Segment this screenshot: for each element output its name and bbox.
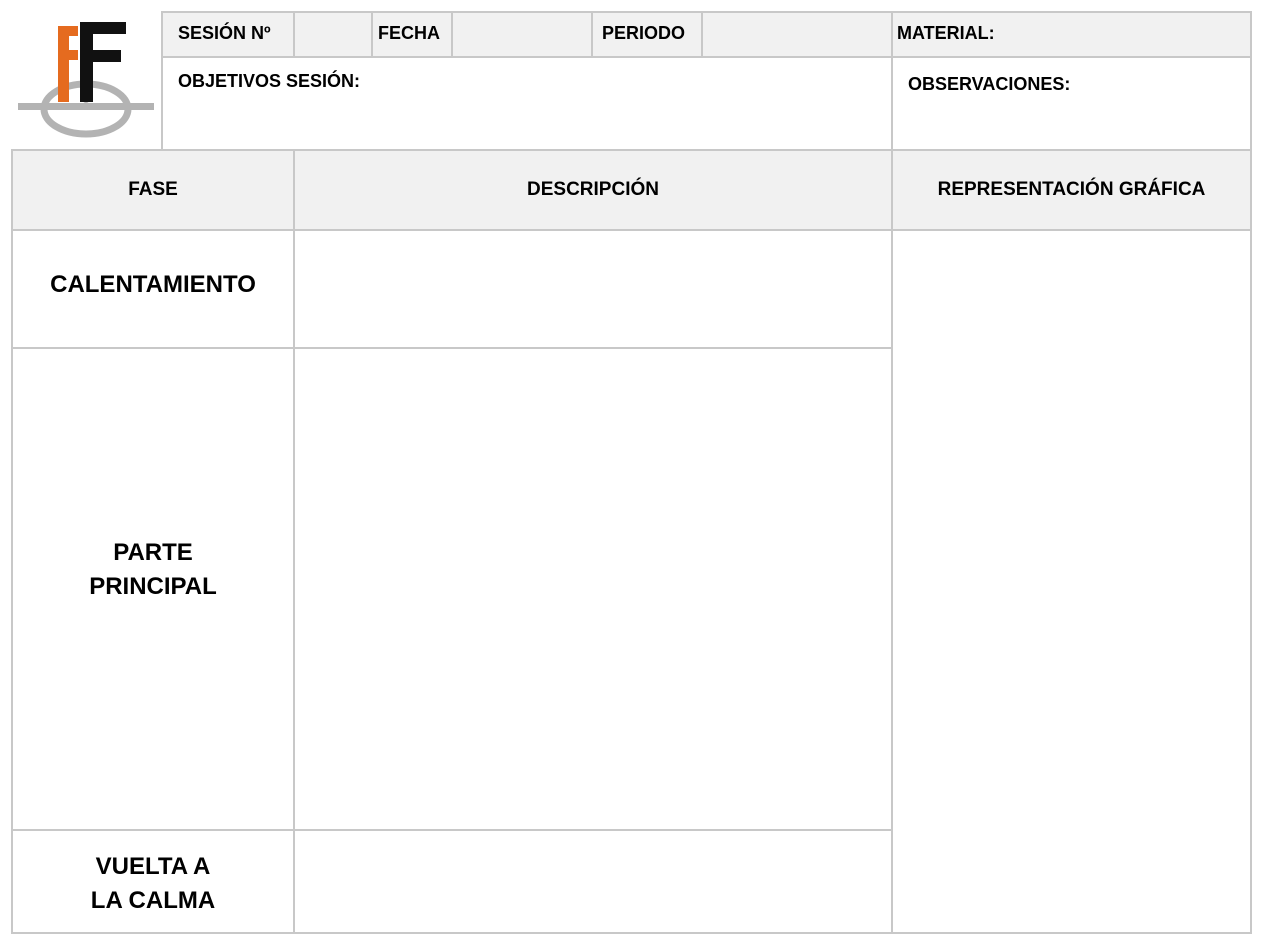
warmup-description-cell[interactable] <box>295 231 891 347</box>
phase-warmup: CALENTAMIENTO <box>50 271 256 298</box>
phase-main-part: PARTE PRINCIPAL <box>89 539 217 600</box>
observations-field[interactable] <box>893 98 1250 149</box>
objectives-label: OBJETIVOS SESIÓN: <box>178 71 361 91</box>
phase-cooldown: VUELTA A LA CALMA <box>90 853 216 914</box>
main-part-description-cell[interactable] <box>295 349 891 829</box>
material-label: MATERIAL: <box>897 23 995 43</box>
observations-label: OBSERVACIONES: <box>908 74 1071 94</box>
logo <box>14 14 156 142</box>
date-label: FECHA <box>378 23 440 43</box>
session-number-field[interactable] <box>295 13 371 56</box>
objectives-field[interactable] <box>163 95 891 149</box>
graphic-representation-cell[interactable] <box>893 231 1250 932</box>
period-label: PERIODO <box>602 23 686 43</box>
session-number-label: SESIÓN Nº <box>178 23 271 43</box>
cooldown-description-cell[interactable] <box>295 831 891 932</box>
graphic-column-header: REPRESENTACIÓN GRÁFICA <box>937 179 1206 200</box>
logo-graphic <box>14 14 156 142</box>
description-column-header: DESCRIPCIÓN <box>527 179 659 200</box>
phase-column-header: FASE <box>128 179 178 200</box>
period-field[interactable] <box>703 13 891 56</box>
date-field[interactable] <box>453 13 591 56</box>
